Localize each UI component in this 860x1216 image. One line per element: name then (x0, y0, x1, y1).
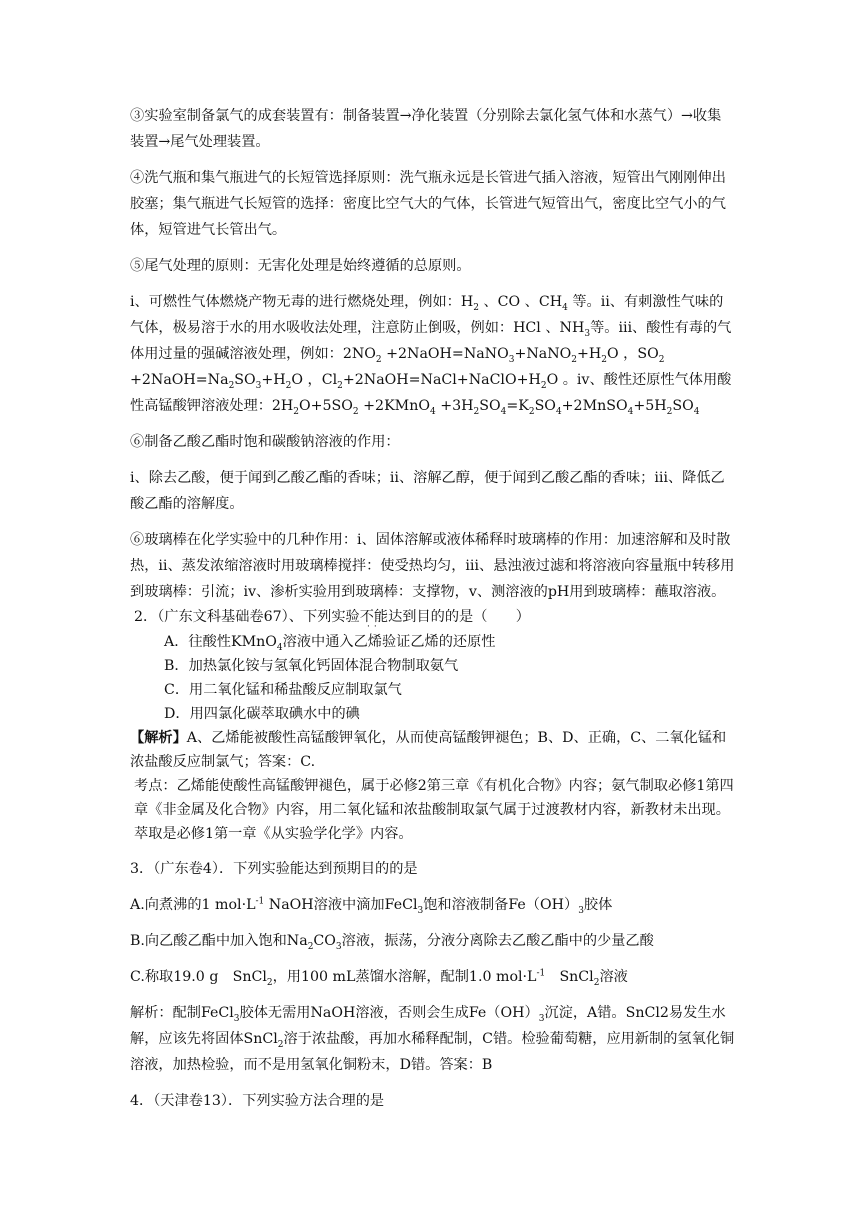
question-3-stem: 3．（广东卷4）．下列实验能达到预期目的的是 (130, 861, 418, 878)
analysis-text: A、乙烯能被酸性高锰酸钾氧化，从而使高锰酸钾褪色；B、D、正确，C、二氧化锰和浓盐酸反应制氯气；答案：C. (130, 730, 727, 771)
emphasis-not (359, 609, 389, 633)
analysis-label: 【解析】 (130, 730, 187, 747)
paragraph-tube-selection: ④洗气瓶和集气瓶进气的长短管选择原则：洗气瓶永远是长管进气插入溶液，短管出气刚刚伸出胶塞；集气瓶进气长短管的选择：密度比空气大的气体，长管进气短管出气，密度比空气小的气体，短管进气长管出气。 (130, 170, 726, 238)
question-4-stem: 4．（天津卷13）．下列实验方法合理的是 (130, 1093, 385, 1110)
question-2-stem (130, 605, 735, 633)
question-3-option-c: C.称取19.0 g SnCl$_2$，用100 mL蒸馏水溶解，配制1.0 $mol\cdot L^{-1}$ SnCl$_2$溶液 (130, 968, 628, 989)
emphasis-text: 不能 (359, 609, 389, 625)
paragraph-glass-rod: ⑥玻璃棒在化学实验中的几种作用：ⅰ、固体溶解或液体稀释时玻璃棒的作用：加速溶解和及时散热，ⅱ、蒸发浓缩溶液时用玻璃棒搅拌：使受热均匀，ⅲ、悬浊液过滤和将溶液向容量瓶中转移用到玻璃棒：引流；ⅳ、渗析实验用到玻璃棒：支撑物，ⅴ、测溶液的pH用到玻璃棒：蘸取溶液。 (130, 532, 735, 600)
question-2-option-b: B．加热氯化铵与氢氧化钙固体混合物制取氨气 (164, 658, 459, 675)
question-2-analysis (130, 726, 735, 774)
paragraph-ester-body: ⅰ、除去乙酸，便于闻到乙酸乙酯的香味；ⅱ、溶解乙醇，便于闻到乙酸乙酯的香味；ⅲ、降低乙酸乙酯的溶解度。 (130, 470, 725, 512)
question-2-suffix: 达到目的的是（ ） (388, 609, 530, 625)
question-2-option-c: C．用二氧化锰和稀盐酸反应制取氯气 (164, 682, 402, 699)
question-3-analysis: 解析：配制FeCl$_3$胶体无需用NaOH溶液，否则会生成$Fe(OH)_3$沉淀，A错。SnCl2易发生水解，应该先将固体SnCl$_2$溶于浓盐酸，再加水稀释配制，C错。检验葡萄糖，应用新制的氢氧化铜溶液，加热检验，而不是用氢氧化铜粉末，D错。答案：B (130, 1005, 735, 1074)
question-2-option-a: A．往酸性KMnO$_4$溶液中通入乙烯验证乙烯的还原性 (164, 634, 496, 654)
question-3-option-a: A.向煮沸的1 $mol\cdot L^{-1}$ NaOH溶液中滴加FeCl$_3$饱和溶液制备$Fe(OH)_3$胶体 (130, 896, 613, 917)
paragraph-chlorine-apparatus: ③实验室制备氯气的成套装置有：制备装置→净化装置（分别除去氯化氢气体和水蒸气）→收集装置→尾气处理装置。 (130, 108, 722, 150)
question-2-key-points: 考点：乙烯能使酸性高锰酸钾褪色，属于必修2第三章《有机化合物》内容；氨气制取必修1第四章《非金属及化合物》内容，用二氧化锰和浓盐酸制取氯气属于过渡教材内容，新教材未出现。萃取是必修1第一章《从实验学化学》内容。 (134, 778, 734, 843)
question-3-option-b: B.向乙酸乙酯中加入饱和$Na_2CO_3$溶液，振荡，分液分离除去乙酸乙酯中的少量乙酸 (130, 933, 654, 953)
document-body (130, 103, 735, 1114)
question-2-prefix: 2．（广东文科基础卷67）、下列实验 (134, 609, 360, 625)
paragraph-tail-gas-principle: ⑤尾气处理的原则：无害化处理是始终遵循的总原则。 (130, 258, 471, 274)
question-2-option-d: D．用四氯化碳萃取碘水中的碘 (164, 706, 360, 723)
emphasis-dots: ·· (367, 622, 381, 633)
paragraph-tail-gas-methods: ⅰ、可燃性气体燃烧产物无毒的进行燃烧处理，例如：$H_2$ 、CO 、$CH_4$ 等。ⅱ、有刺激性气味的气体，极易溶于水的用水吸收法处理，注意防止倒吸，例如：HCl 、$NH_3$等。ⅲ、酸性有毒的气体用过量的强碱溶液处理，例如：$2NO_2$ $+2NaOH=NaNO_3+NaNO_2+H_2O$ ，$SO_2$ $+2NaOH=Na_2SO_3+H_2O$ ，$Cl_2+2NaOH=NaCl+NaClO+H_2O$ 。ⅳ、酸性还原性气体用酸性高锰酸钾溶液处理：$2H_2O+5SO_2$ +2KMnO$_4$ $+3H_2SO_4=K_2SO_4+2MnSO_4+5H_2SO_4$ (130, 294, 732, 417)
paragraph-ester-heading: ⑥制备乙酸乙酯时饱和碳酸钠溶液的作用： (130, 434, 400, 450)
